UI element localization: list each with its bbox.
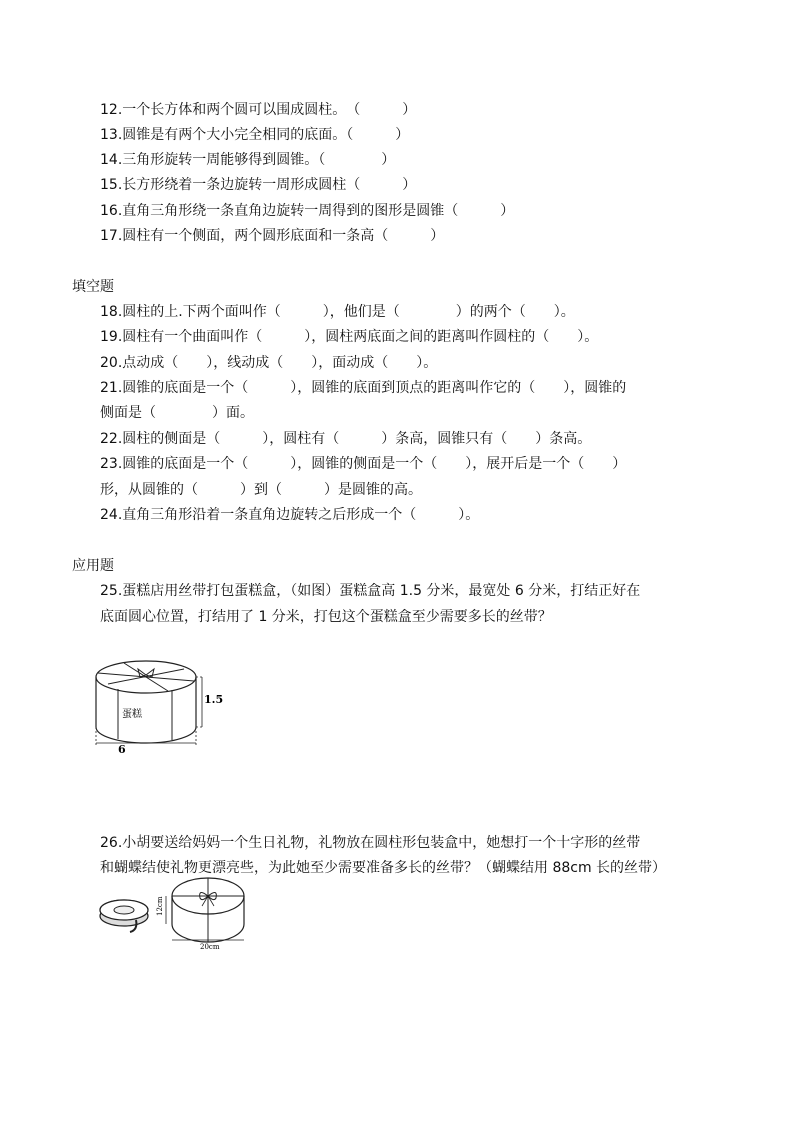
judge-item-13: 13.圆锥是有两个大小完全相同的底面。（ ） <box>100 127 410 143</box>
judge-item-17: 17.圆柱有一个侧面，两个圆形底面和一条高（ ） <box>100 228 445 244</box>
cake-label: 蛋糕 <box>122 709 142 720</box>
section-title-application: 应用题 <box>72 558 114 574</box>
fill-item-20: 20.点动成（ ），线动成（ ），面动成（ ）。 <box>100 355 438 371</box>
judge-item-12: 12.一个长方体和两个圆可以围成圆柱。 （ ） <box>100 102 417 118</box>
gift-box-figure <box>96 870 256 952</box>
judge-item-16: 16.直角三角形绕一条直角边旋转一周得到的图形是圆锥（ ） <box>100 203 515 219</box>
fill-item-19: 19.圆柱有一个曲面叫作（ ），圆柱两底面之间的距离叫作圆柱的（ ）。 <box>100 329 599 345</box>
app-item-25-cont: 底面圆心位置，打结用了 1 分米，打包这个蛋糕盒至少需要多长的丝带？ <box>100 609 552 625</box>
app-item-26-cont: 和蝴蝶结使礼物更漂亮些，为此她至少需要准备多长的丝带？（蝴蝶结用 88cm 长的丝带） <box>100 860 667 876</box>
cake-height-label: 1.5 <box>204 693 224 706</box>
fill-item-22: 22.圆柱的侧面是（ ），圆柱有（ ）条高，圆锥只有（ ）条高。 <box>100 431 592 447</box>
fill-item-21-cont: 侧面是（ ）面。 <box>100 405 254 421</box>
fill-item-24: 24.直角三角形沿着一条直角边旋转之后形成一个（ ）。 <box>100 507 480 523</box>
judge-item-15: 15.长方形绕着一条边旋转一周形成圆柱（ ） <box>100 177 417 193</box>
cake-width-label: 6 <box>118 743 126 755</box>
fill-item-23: 23.圆锥的底面是一个（ ），圆锥的侧面是一个（ ），展开后是一个（ ） <box>100 456 627 472</box>
gift-height-label: 12cm <box>156 896 164 916</box>
ribbon-roll-icon <box>100 900 148 932</box>
fill-item-18: 18.圆柱的上.下两个面叫作（ ），他们是（ ）的两个（ ）。 <box>100 304 575 320</box>
fill-item-23-cont: 形，从圆锥的（ ）到（ ）是圆锥的高。 <box>100 482 422 498</box>
app-item-25: 25.蛋糕店用丝带打包蛋糕盒，（如图）蛋糕盒高 1.5 分米，最宽处 6 分米，打结正好在 <box>100 583 641 599</box>
app-item-26: 26.小胡要送给妈妈一个生日礼物，礼物放在圆柱形包装盒中，她想打一个十字形的丝带 <box>100 835 641 851</box>
section-title-fill: 填空题 <box>72 279 114 295</box>
cake-box-figure <box>86 655 226 755</box>
fill-item-21: 21.圆锥的底面是一个（ ），圆锥的底面到顶点的距离叫作它的（ ），圆锥的 <box>100 380 627 396</box>
judge-item-14: 14.三角形旋转一周能够得到圆锥。（ ） <box>100 152 396 168</box>
gift-width-label: 20cm <box>200 943 220 951</box>
